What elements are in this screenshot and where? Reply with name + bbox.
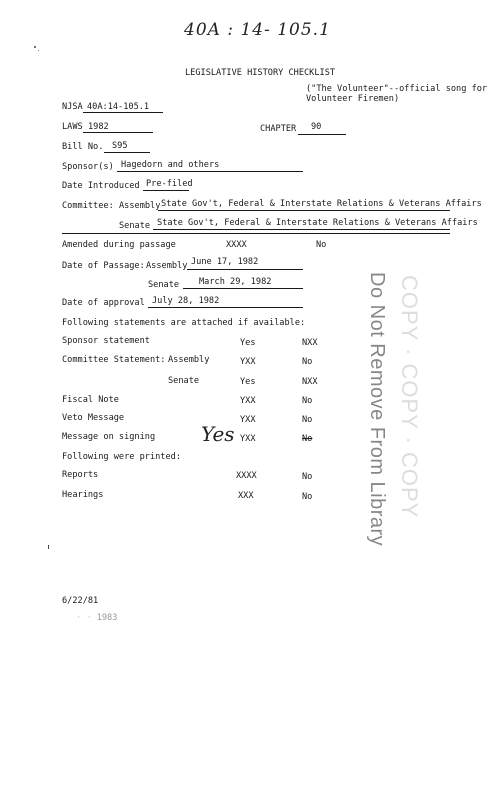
reports-yes-struck: XXXX	[236, 471, 257, 481]
committee-stmt-senate: Senate	[168, 376, 200, 386]
senate-committee-value: State Gov't, Federal & Interstate Relations & Veterans Affairs	[157, 218, 478, 228]
laws-underline	[83, 132, 153, 133]
signing-no: No	[302, 434, 313, 444]
following-attached: Following statements are attached if available:	[62, 318, 306, 328]
passage-senate-value: March 29, 1982	[199, 277, 272, 287]
veto-no: No	[302, 415, 313, 425]
date-introduced-underline	[143, 190, 189, 191]
signing-yes-struck: YXX	[240, 434, 256, 444]
passage-senate-underline	[183, 288, 303, 289]
bill-underline	[104, 152, 150, 153]
njsa-label: NJSA	[62, 102, 83, 112]
following-printed: Following were printed:	[62, 452, 181, 462]
note-line-2: Volunteer Firemen)	[306, 94, 400, 104]
passage-label: Date of Passage:	[62, 261, 145, 271]
njsa-underline	[83, 112, 163, 113]
sponsor-stmt-label: Sponsor statement	[62, 336, 150, 346]
amended-yes-struck: XXXX	[226, 240, 247, 250]
hearings-no: No	[302, 492, 313, 502]
sponsor-stmt-yes: Yes	[240, 338, 256, 348]
committee-stmt-label: Committee Statement:	[62, 355, 166, 365]
fiscal-label: Fiscal Note	[62, 395, 119, 405]
speck	[48, 545, 49, 549]
committees-label: Committee:	[62, 201, 114, 211]
date-introduced-label: Date Introduced	[62, 181, 140, 191]
committee-stmt-assembly-yes-struck: YXX	[240, 357, 256, 367]
committee-rule	[62, 233, 450, 234]
senate-committee-underline	[153, 229, 450, 230]
signing-label: Message on signing	[62, 432, 156, 442]
njsa-value: 40A:14-105.1	[87, 102, 150, 112]
bill-label: Bill No.	[62, 142, 104, 152]
signing-handwritten-yes: Yes	[201, 422, 235, 446]
form-date: 6/22/81	[62, 596, 99, 606]
passage-assembly-label: Assembly	[146, 261, 188, 271]
date-introduced-value: Pre-filed	[146, 179, 193, 189]
library-stamp-shadow: COPY · COPY · COPY	[397, 275, 422, 519]
sponsor-label: Sponsor(s)	[62, 162, 114, 172]
committee-stmt-senate-no-struck: NXX	[302, 377, 318, 387]
fiscal-no: No	[302, 396, 313, 406]
bill-value: S95	[112, 141, 128, 151]
amended-label: Amended during passage	[62, 240, 176, 250]
passage-senate-label: Senate	[148, 280, 180, 290]
laws-label: LAWS	[62, 122, 83, 132]
assembly-committee-label: Assembly	[119, 201, 161, 211]
sponsor-underline	[117, 171, 303, 172]
assembly-committee-underline	[158, 210, 450, 211]
bottom-stamp-year: 1983	[96, 613, 118, 623]
sponsor-value: Hagedorn and others	[121, 160, 220, 170]
approval-underline	[148, 307, 303, 308]
senate-committee-label: Senate	[119, 221, 151, 231]
passage-assembly-value: June 17, 1982	[191, 257, 259, 267]
handwritten-header: 40A : 14- 105.1	[184, 20, 331, 40]
committee-stmt-senate-yes: Yes	[240, 377, 256, 387]
amended-no: No	[316, 240, 327, 250]
document-title: LEGISLATIVE HISTORY CHECKLIST	[185, 68, 336, 78]
hearings-label: Hearings	[62, 490, 104, 500]
committee-stmt-assembly: Assembly	[168, 355, 210, 365]
chapter-label: CHAPTER	[260, 124, 297, 134]
note-line-1: ("The Volunteer"--official song for	[306, 84, 488, 94]
passage-assembly-underline	[187, 269, 303, 270]
chapter-underline	[298, 134, 346, 135]
hearings-yes-struck: XXX	[238, 491, 254, 501]
speck	[34, 46, 36, 48]
approval-value: July 28, 1982	[152, 296, 220, 306]
veto-label: Veto Message	[62, 413, 125, 423]
chapter-value: 90	[311, 122, 322, 132]
speck	[38, 50, 39, 51]
reports-no: No	[302, 472, 313, 482]
approval-label: Date of approval	[62, 298, 145, 308]
assembly-committee-value: State Gov't, Federal & Interstate Relations & Veterans Affairs	[161, 199, 482, 209]
laws-value: 1982	[88, 122, 109, 132]
sponsor-stmt-no-struck: NXX	[302, 338, 318, 348]
reports-label: Reports	[62, 470, 99, 480]
fiscal-yes-struck: YXX	[240, 396, 256, 406]
committee-stmt-assembly-no: No	[302, 357, 313, 367]
bottom-stamp: · · 1983	[76, 613, 118, 623]
veto-yes-struck: YXX	[240, 415, 256, 425]
library-stamp: Do Not Remove From Library	[366, 272, 388, 547]
